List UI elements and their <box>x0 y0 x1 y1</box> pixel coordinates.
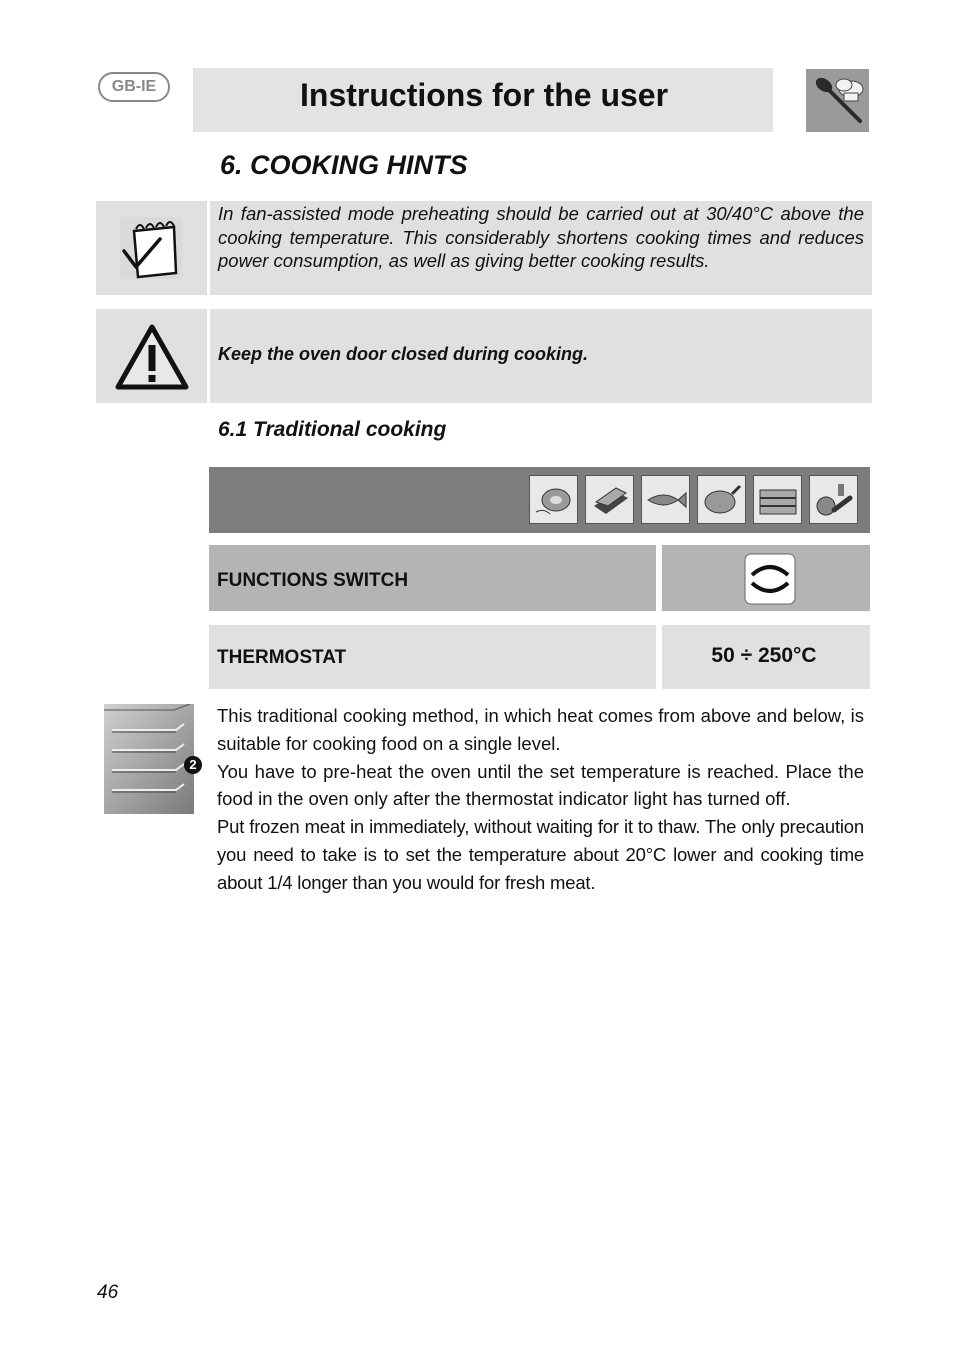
oven-shelves-icon <box>104 704 194 814</box>
page-title: Instructions for the user <box>300 77 669 113</box>
poultry-icon <box>697 475 746 524</box>
thermostat-value: 50 ÷ 250°C <box>711 644 817 667</box>
thermostat-label: THERMOSTAT <box>217 647 347 668</box>
description <box>217 702 864 897</box>
section-title: 6. COOKING HINTS <box>220 150 468 180</box>
description-paragraph: You have to pre-heat the oven until the set temperature is reached. Place the food in the oven only after the thermostat indicator light has turned off. <box>217 760 864 810</box>
page-number: 46 <box>97 1282 119 1303</box>
warning-triangle-icon <box>114 323 190 391</box>
tip-icon-cell <box>96 201 207 295</box>
bread-icon <box>585 475 634 524</box>
food-category-bar <box>209 467 870 533</box>
meat-icon <box>529 475 578 524</box>
warning-text: Keep the oven door closed during cooking. <box>218 344 589 364</box>
tip-text: In fan-assisted mode preheating should be carried out at 30/40°C above the cooking temperature. This considerably shortens cooking times and reduces power consumption, as well as giving better cooking results. <box>218 203 864 271</box>
cake-icon <box>753 475 802 524</box>
shelf-number-badge: 2 <box>184 756 202 774</box>
functions-symbol-cell <box>662 545 870 611</box>
vegetables-icon <box>809 475 858 524</box>
fish-icon <box>641 475 690 524</box>
description-paragraph: This traditional cooking method, in which heat comes from above and below, is suitable for cooking food on a single level. <box>217 705 864 754</box>
traditional-cooking-symbol-icon <box>744 553 796 605</box>
warning-icon-cell <box>96 309 207 403</box>
language-badge: GB-IE <box>98 72 170 102</box>
functions-switch-label: FUNCTIONS SWITCH <box>217 570 409 591</box>
notepad-check-icon <box>116 213 186 283</box>
subsection-title: 6.1 Traditional cooking <box>218 418 447 441</box>
description-paragraph: Put frozen meat in immediately, without waiting for it to thaw. The only precaution you need to take is to set the temperature about 20°C lower and cooking time about 1/4 longer than you would for fresh meat. <box>217 816 864 893</box>
chef-spoon-icon <box>806 69 869 132</box>
